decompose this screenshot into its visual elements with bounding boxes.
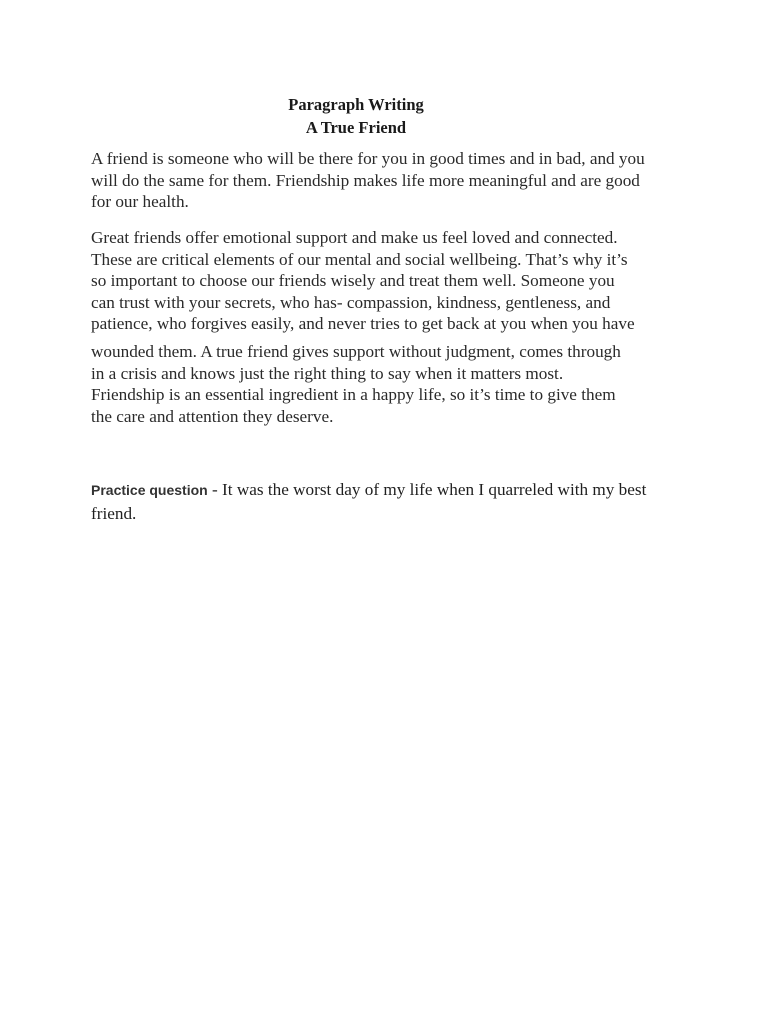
paragraph-line: Great friends offer emotional support and make us feel loved and connected. — [91, 228, 618, 247]
paragraph-line: so important to choose our friends wisely and treat them well. Someone you — [91, 271, 615, 290]
practice-question-line — [91, 478, 711, 502]
practice-question-text: - It was the worst day of my life when I quarreled with my best — [207, 480, 647, 499]
paragraph-line: A friend is someone who will be there for you in good times and in bad, and you — [91, 149, 645, 168]
paragraph-line: will do the same for them. Friendship makes life more meaningful and are good — [91, 170, 640, 190]
title-a-true-friend: A True Friend — [305, 118, 407, 137]
paragraph-line: These are critical elements of our mental and social wellbeing. That’s why it’s — [91, 249, 628, 269]
paragraph-intro — [91, 148, 691, 213]
practice-question — [91, 478, 711, 525]
paragraph-line: Friendship is an essential ingredient in a happy life, so it’s time to give them — [91, 385, 616, 404]
practice-question-label: Practice question — [91, 482, 208, 498]
paragraph-line: for our health. — [91, 192, 189, 211]
paragraph-great-friends — [91, 227, 691, 335]
paragraph-line: can trust with your secrets, who has- compassion, kindness, gentleness, and — [91, 292, 611, 312]
paragraph-line: wounded them. A true friend gives support without judgment, comes through — [91, 342, 621, 361]
paragraph-line: in a crisis and knows just the right thing to say when it matters most. — [91, 363, 564, 383]
paragraph-line: patience, who forgives easily, and never tries to get back at you when you have — [91, 314, 635, 333]
practice-question-text-continued: friend. — [91, 504, 137, 523]
paragraph-line: the care and attention they deserve. — [91, 406, 334, 426]
paragraph-true-friend — [91, 341, 691, 427]
title-paragraph-writing: Paragraph Writing — [288, 95, 424, 114]
document-title — [0, 93, 712, 139]
